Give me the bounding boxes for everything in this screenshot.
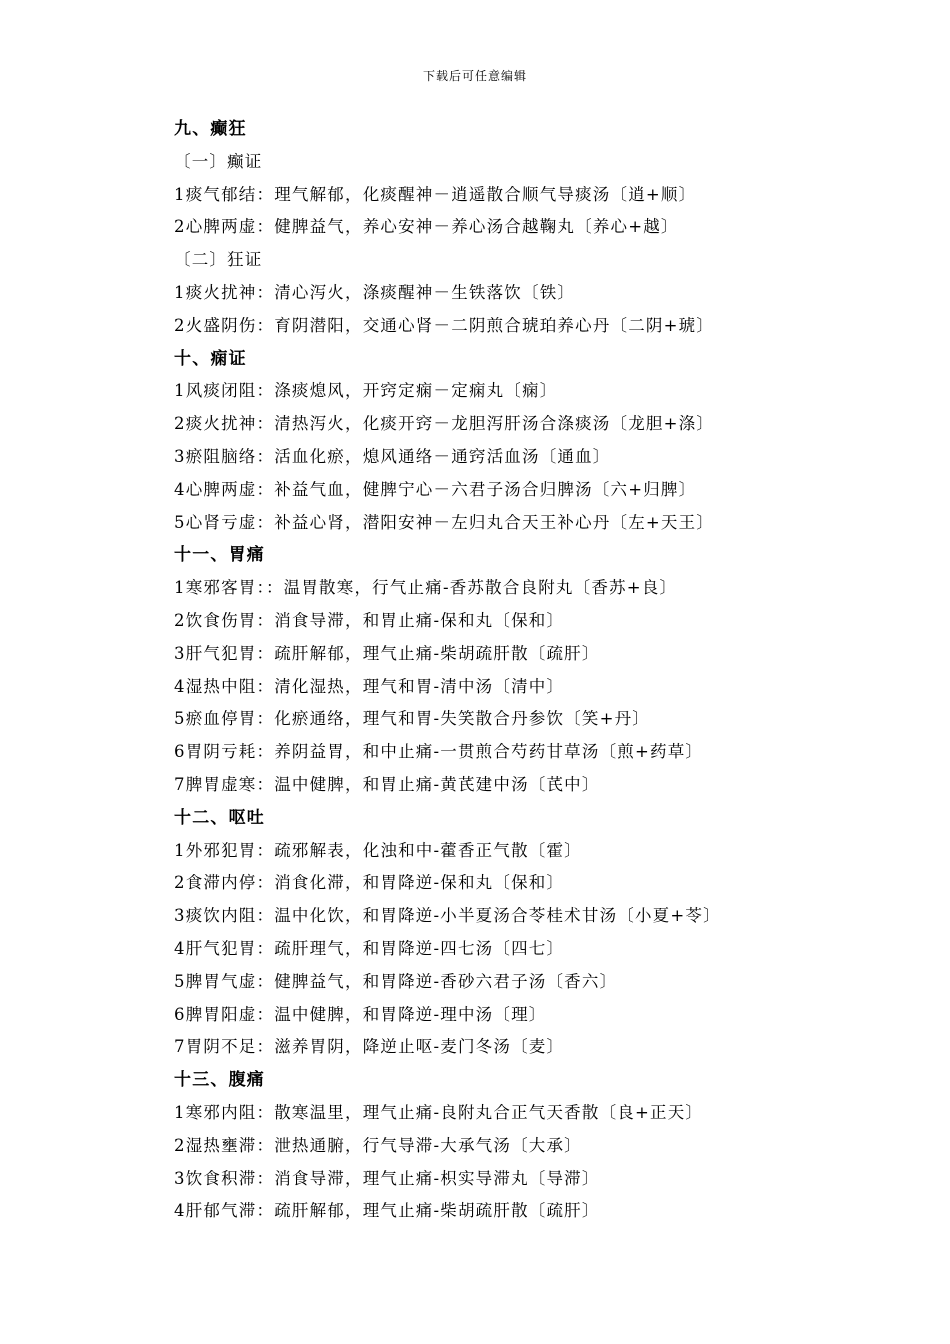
list-item: 5脾胃气虚：健脾益气，和胃降逆-香砂六君子汤〔香六〕 bbox=[174, 971, 618, 991]
list-item: 4心脾两虚：补益气血，健脾宁心－六君子汤合归脾汤〔六+归脾〕 bbox=[174, 479, 697, 499]
section-heading: 十一、胃痛 bbox=[174, 545, 265, 566]
list-item: 7脾胃虚寒：温中健脾，和胃止痛-黄芪建中汤〔芪中〕 bbox=[174, 774, 600, 794]
list-item: 3肝气犯胃：疏肝解郁，理气止痛-柴胡疏肝散〔疏肝〕 bbox=[174, 643, 600, 663]
list-item: 2饮食伤胃：消食导滞，和胃止痛-保和丸〔保和〕 bbox=[174, 610, 565, 630]
list-item: 2心脾两虚：健脾益气，养心安神－养心汤合越鞠丸〔养心+越〕 bbox=[174, 217, 679, 237]
list-item: 2湿热壅滞：泄热通腑，行气导滞-大承气汤〔大承〕 bbox=[174, 1135, 582, 1155]
document-body bbox=[174, 113, 874, 1228]
subsection-heading: 〔二〕狂证 bbox=[174, 250, 263, 270]
list-item: 1寒邪内阻：散寒温里，理气止痛-良附丸合正气天香散〔良+正天〕 bbox=[174, 1102, 704, 1122]
list-item: 4肝气犯胃：疏肝理气，和胃降逆-四七汤〔四七〕 bbox=[174, 938, 565, 958]
section-heading: 九、癫狂 bbox=[174, 119, 247, 139]
page-header: 下载后可任意编辑 bbox=[422, 69, 527, 83]
list-item: 1外邪犯胃：疏邪解表，化浊和中-藿香正气散〔霍〕 bbox=[174, 840, 582, 860]
section-heading: 十、痫证 bbox=[174, 348, 247, 369]
list-item: 4湿热中阻：清化湿热，理气和胃-清中汤〔清中〕 bbox=[174, 676, 565, 696]
list-item: 6脾胃阳虚：温中健脾，和胃降逆-理中汤〔理〕 bbox=[174, 1004, 547, 1024]
list-item: 2食滞内停：消食化滞，和胃降逆-保和丸〔保和〕 bbox=[174, 873, 565, 893]
list-item: 2火盛阴伤：育阴潜阳，交通心肾－二阴煎合琥珀养心丹〔二阴+琥〕 bbox=[174, 315, 715, 335]
list-item: 6胃阴亏耗：养阴益胃，和中止痛-一贯煎合芍药甘草汤〔煎+药草〕 bbox=[174, 742, 704, 762]
list-item: 1痰气郁结：理气解郁，化痰醒神－逍遥散合顺气导痰汤〔逍+顺〕 bbox=[174, 184, 697, 204]
list-item: 3饮食积滞：消食导滞，理气止痛-枳实导滞丸〔导滞〕 bbox=[174, 1168, 600, 1188]
list-item: 7胃阴不足：滋养胃阴，降逆止呕-麦门冬汤〔麦〕 bbox=[174, 1037, 565, 1057]
list-item: 5心肾亏虚：补益心肾，潜阳安神－左归丸合天王补心丹〔左+天王〕 bbox=[174, 512, 715, 532]
list-item: 3痰饮内阻：温中化饮，和胃降逆-小半夏汤合苓桂术甘汤〔小夏+苓〕 bbox=[174, 906, 721, 926]
list-item: 1痰火扰神：清心泻火，涤痰醒神－生铁落饮〔铁〕 bbox=[174, 282, 576, 302]
list-item: 1风痰闭阻：涤痰熄风，开窍定痫－定痫丸〔痫〕 bbox=[174, 381, 558, 401]
list-item: 2痰火扰神：清热泻火，化痰开窍－龙胆泻肝汤合涤痰汤〔龙胆+涤〕 bbox=[174, 414, 715, 434]
subsection-heading: 〔一〕癫证 bbox=[174, 151, 263, 171]
section-heading: 十二、呕吐 bbox=[174, 807, 265, 828]
list-item: 3瘀阻脑络：活血化瘀，熄风通络－通窍活血汤〔通血〕 bbox=[174, 446, 611, 466]
section-heading: 十三、腹痛 bbox=[174, 1070, 265, 1091]
list-item: 4肝郁气滞：疏肝解郁，理气止痛-柴胡疏肝散〔疏肝〕 bbox=[174, 1201, 600, 1221]
list-item: 1寒邪客胃：：温胃散寒，行气止痛-香苏散合良附丸〔香苏+良〕 bbox=[174, 578, 678, 598]
list-item: 5瘀血停胃：化瘀通络，理气和胃-失笑散合丹参饮〔笑+丹〕 bbox=[174, 709, 650, 729]
